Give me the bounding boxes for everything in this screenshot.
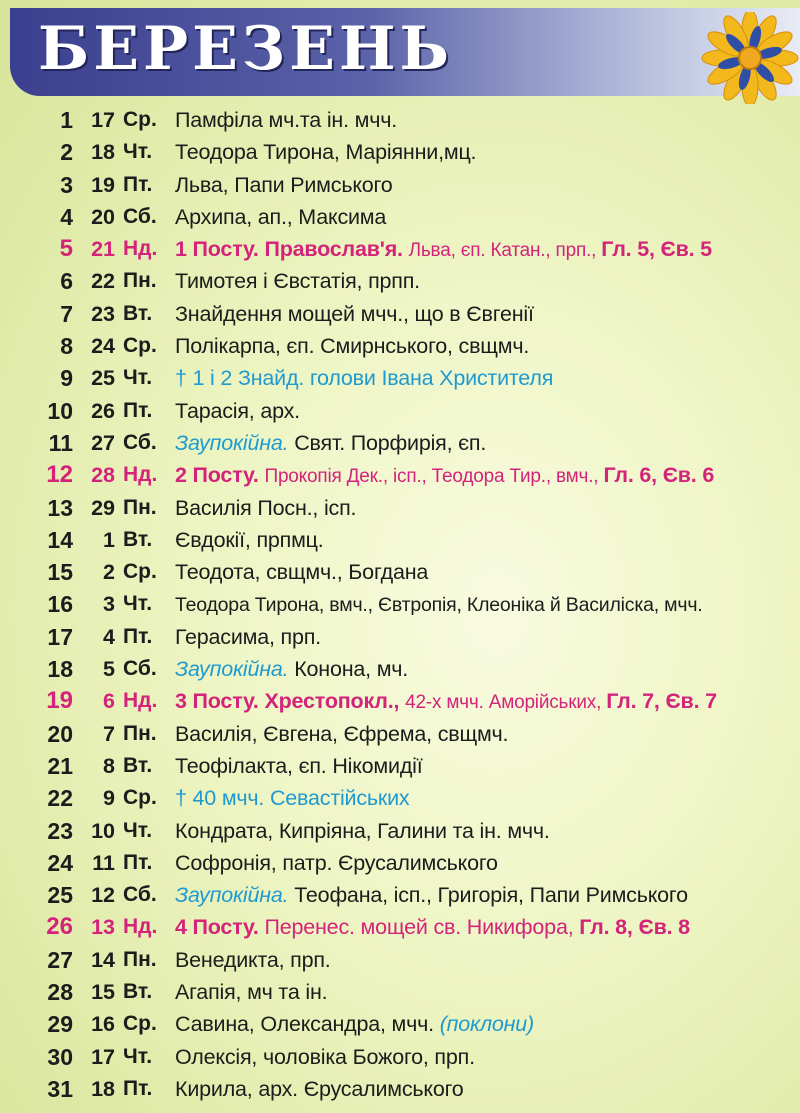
feast-text: Теофана, ісп., Григорія, Папи Римського [294, 883, 688, 908]
date-number: 15 [47, 559, 73, 586]
calendar-row [0, 718, 800, 750]
feast-text: Льва, Папи Римського [175, 172, 393, 197]
weekday: Чт. [123, 366, 153, 390]
feast-description [175, 621, 321, 653]
old-style-date: 22 [91, 269, 115, 294]
date-number: 28 [47, 979, 73, 1006]
date-number: 4 [60, 203, 73, 230]
weekday: Вт. [123, 753, 153, 777]
date-number: 3 [60, 171, 73, 198]
date-number: 23 [47, 817, 73, 844]
feast-text: Герасима, прп. [175, 624, 321, 649]
old-style-date: 18 [91, 140, 115, 165]
weekday: Нд. [123, 237, 158, 261]
calendar-row [0, 1008, 800, 1040]
old-style-date: 19 [91, 172, 115, 197]
old-style-date: 12 [91, 883, 115, 908]
feast-text: Василія Посн., ісп. [175, 495, 357, 520]
feast-text: 4 Посту. [175, 915, 265, 940]
calendar-row [0, 298, 800, 330]
old-style-date: 28 [91, 463, 115, 488]
old-style-date: 5 [103, 657, 115, 682]
feast-text: Василія, Євгена, Єфрема, свщмч. [175, 721, 509, 746]
month-header [10, 8, 800, 96]
feast-text: Тарасія, арх. [175, 398, 300, 423]
calendar-row [0, 621, 800, 653]
feast-text: Конона, мч. [294, 657, 409, 682]
weekday: Пт. [123, 624, 153, 648]
calendar-day-list [0, 104, 800, 1105]
calendar-row [0, 1041, 800, 1073]
weekday: Сб. [123, 204, 157, 228]
calendar-row [0, 104, 800, 136]
weekday: Пн. [123, 947, 157, 971]
calendar-row [0, 492, 800, 524]
calendar-row [0, 750, 800, 782]
feast-description [175, 265, 420, 297]
old-style-date: 10 [91, 818, 115, 843]
date-number: 8 [60, 333, 73, 360]
feast-text: Теодота, свщмч., Богдана [175, 560, 429, 585]
feast-description [175, 750, 423, 782]
calendar-row [0, 847, 800, 879]
feast-text: Євдокії, прпмц. [175, 527, 324, 552]
feast-text: Полікарпа, єп. Смирнського, свщмч. [175, 334, 530, 359]
sunflower-icon [698, 12, 800, 104]
calendar-row [0, 524, 800, 556]
feast-text: Прокопія Дек., ісп., Теодора Тир., вмч., [264, 466, 604, 488]
date-number: 22 [47, 785, 73, 812]
feast-description [175, 104, 397, 136]
calendar-row [0, 362, 800, 394]
feast-description [175, 556, 428, 588]
feast-description [175, 362, 553, 394]
feast-description [175, 136, 476, 168]
feast-text: Гл. 8, Єв. 8 [579, 915, 690, 940]
weekday: Нд. [123, 689, 158, 713]
calendar-row [0, 233, 800, 265]
feast-description [175, 459, 714, 493]
calendar-row [0, 911, 800, 943]
old-style-date: 21 [91, 237, 115, 262]
feast-description [175, 169, 392, 201]
old-style-date: 17 [91, 108, 115, 132]
weekday: Пн. [123, 495, 157, 519]
feast-text: Гл. 7, Єв. 7 [606, 689, 717, 714]
feast-description [175, 233, 712, 267]
date-number: 17 [47, 623, 73, 650]
calendar-row [0, 395, 800, 427]
old-style-date: 7 [103, 721, 115, 746]
calendar-row [0, 427, 800, 459]
old-style-date: 14 [91, 947, 115, 972]
feast-description [175, 685, 717, 719]
feast-description [175, 1008, 534, 1040]
weekday: Пт. [123, 1076, 153, 1100]
date-number: 18 [47, 656, 73, 683]
feast-description [175, 330, 529, 362]
feast-text: Заупокійна. [175, 430, 295, 455]
date-number: 26 [46, 913, 73, 941]
old-style-date: 18 [91, 1076, 115, 1101]
feast-text: Венедикта, прп. [175, 947, 331, 972]
weekday: Пт. [123, 850, 153, 874]
calendar-row [0, 879, 800, 911]
calendar-row [0, 556, 800, 588]
date-number: 21 [47, 752, 73, 779]
date-number: 20 [47, 720, 73, 747]
weekday: Сб. [123, 883, 157, 907]
feast-description [175, 1041, 475, 1073]
old-style-date: 16 [91, 1012, 115, 1037]
weekday: Вт. [123, 980, 153, 1004]
weekday: Нд. [123, 915, 158, 939]
feast-text: Кондрата, Кипріяна, Галини та ін. мчч. [175, 818, 550, 843]
feast-text: Гл. 5, Єв. 5 [601, 237, 712, 262]
feast-text: Теодора Тирона, Маріянни,мц. [175, 140, 477, 165]
feast-text: Теофілакта, єп. Нікомидії [175, 753, 423, 778]
weekday: Пт. [123, 172, 153, 196]
weekday: Чт. [123, 1044, 153, 1068]
old-style-date: 8 [103, 753, 115, 778]
feast-description [175, 588, 703, 621]
feast-description [175, 782, 409, 814]
date-number: 16 [47, 591, 73, 618]
date-number: 2 [60, 139, 73, 166]
date-number: 29 [47, 1011, 73, 1038]
old-style-date: 13 [91, 915, 115, 940]
date-number: 31 [47, 1075, 73, 1102]
date-number: 11 [48, 429, 73, 456]
feast-text: † 40 мчч. Севастійських [175, 786, 410, 811]
date-number: 5 [59, 235, 73, 263]
old-style-date: 26 [91, 398, 115, 423]
old-style-date: 6 [103, 689, 115, 714]
feast-description [175, 911, 690, 943]
date-number: 27 [47, 946, 73, 973]
feast-text: † 1 і 2 Знайд. голови Івана Христителя [175, 366, 554, 391]
weekday: Чт. [123, 140, 153, 164]
old-style-date: 27 [91, 430, 115, 455]
feast-description [175, 1073, 464, 1105]
old-style-date: 20 [91, 204, 115, 229]
feast-description [175, 653, 408, 685]
old-style-date: 17 [91, 1044, 115, 1069]
feast-text: Перенес. мощей св. Никифора, [264, 915, 580, 940]
feast-description [175, 976, 327, 1008]
calendar-row [0, 976, 800, 1008]
feast-text: Тимотея і Євстатія, прпп. [175, 269, 420, 294]
calendar-row [0, 459, 800, 491]
weekday: Вт. [123, 527, 153, 551]
weekday: Ср. [123, 1012, 157, 1036]
feast-description [175, 427, 486, 459]
date-number: 24 [47, 849, 73, 876]
month-title: БЕРЕЗЕНЬ [38, 14, 454, 84]
feast-text: Архипа, ап., Максима [175, 204, 387, 229]
weekday: Сб. [123, 430, 157, 454]
weekday: Чт. [123, 818, 153, 842]
feast-description [175, 298, 534, 330]
weekday: Вт. [123, 301, 153, 325]
feast-text: Гл. 6, Єв. 6 [603, 463, 715, 488]
old-style-date: 24 [91, 334, 115, 359]
feast-text: Олексія, чоловіка Божого, прп. [175, 1044, 475, 1069]
feast-description [175, 492, 356, 524]
calendar-row [0, 653, 800, 685]
weekday: Чт. [123, 592, 153, 616]
date-number: 25 [47, 882, 73, 909]
feast-text: Кирила, арх. Єрусалимського [175, 1076, 464, 1101]
weekday: Ср. [123, 334, 157, 358]
feast-text: (поклони) [439, 1012, 535, 1037]
weekday: Ср. [123, 560, 157, 584]
feast-text: 42-х мчч. Аморійських, [405, 692, 607, 714]
feast-description [175, 395, 300, 427]
feast-text: Савина, Олександра, мчч. [175, 1012, 440, 1037]
feast-text: 2 Посту. [175, 463, 265, 488]
calendar-row [0, 815, 800, 847]
feast-text: 3 Посту. Хрестопокл., [175, 689, 406, 714]
feast-description [175, 201, 386, 233]
old-style-date: 25 [91, 366, 115, 391]
date-number: 14 [47, 526, 73, 553]
feast-text: Свят. Порфирія, єп. [294, 430, 487, 455]
weekday: Пн. [123, 721, 157, 745]
old-style-date: 1 [103, 527, 115, 552]
old-style-date: 11 [92, 850, 115, 875]
old-style-date: 4 [103, 624, 115, 649]
date-number: 30 [47, 1043, 73, 1070]
feast-text: Знайдення мощей мчч., що в Євгенії [175, 301, 534, 326]
calendar-row [0, 685, 800, 717]
date-number: 12 [46, 461, 73, 489]
date-number: 19 [46, 687, 73, 715]
calendar-row [0, 1073, 800, 1105]
feast-description [175, 944, 331, 976]
weekday: Ср. [123, 108, 157, 131]
old-style-date: 9 [103, 786, 115, 811]
date-number: 7 [60, 300, 73, 327]
feast-description [175, 879, 688, 911]
old-style-date: 29 [91, 495, 115, 520]
weekday: Нд. [123, 463, 158, 487]
feast-description [175, 815, 550, 847]
date-number: 10 [47, 397, 73, 424]
old-style-date: 23 [91, 301, 115, 326]
feast-text: Заупокійна. [175, 657, 295, 682]
feast-description [175, 718, 508, 750]
feast-text: Теодора Тирона, вмч., Євтропія, Клеоніка й Василіска, мчч. [175, 594, 703, 617]
feast-text: Заупокійна. [175, 883, 295, 908]
weekday: Ср. [123, 786, 157, 810]
date-number: 1 [60, 107, 73, 133]
date-number: 6 [60, 268, 73, 295]
calendar-row [0, 136, 800, 168]
weekday: Пн. [123, 269, 157, 293]
weekday: Сб. [123, 657, 157, 681]
date-number: 13 [47, 494, 73, 521]
calendar-row [0, 944, 800, 976]
feast-text: 1 Посту. Православ'я. [175, 237, 409, 262]
calendar-row [0, 330, 800, 362]
calendar-row [0, 588, 800, 620]
old-style-date: 15 [91, 980, 115, 1005]
calendar-row [0, 201, 800, 233]
feast-text: Льва, єп. Катан., прп., [408, 240, 602, 262]
feast-description [175, 524, 324, 556]
feast-text: Агапія, мч та ін. [175, 980, 328, 1005]
feast-description [175, 847, 498, 879]
old-style-date: 3 [103, 592, 115, 617]
calendar-row [0, 169, 800, 201]
date-number: 9 [60, 365, 73, 392]
weekday: Пт. [123, 398, 153, 422]
feast-text: Софронія, патр. Єрусалимського [175, 850, 498, 875]
old-style-date: 2 [103, 560, 115, 585]
calendar-row [0, 782, 800, 814]
calendar-row [0, 265, 800, 297]
feast-text: Памфіла мч.та ін. мчч. [175, 108, 397, 132]
